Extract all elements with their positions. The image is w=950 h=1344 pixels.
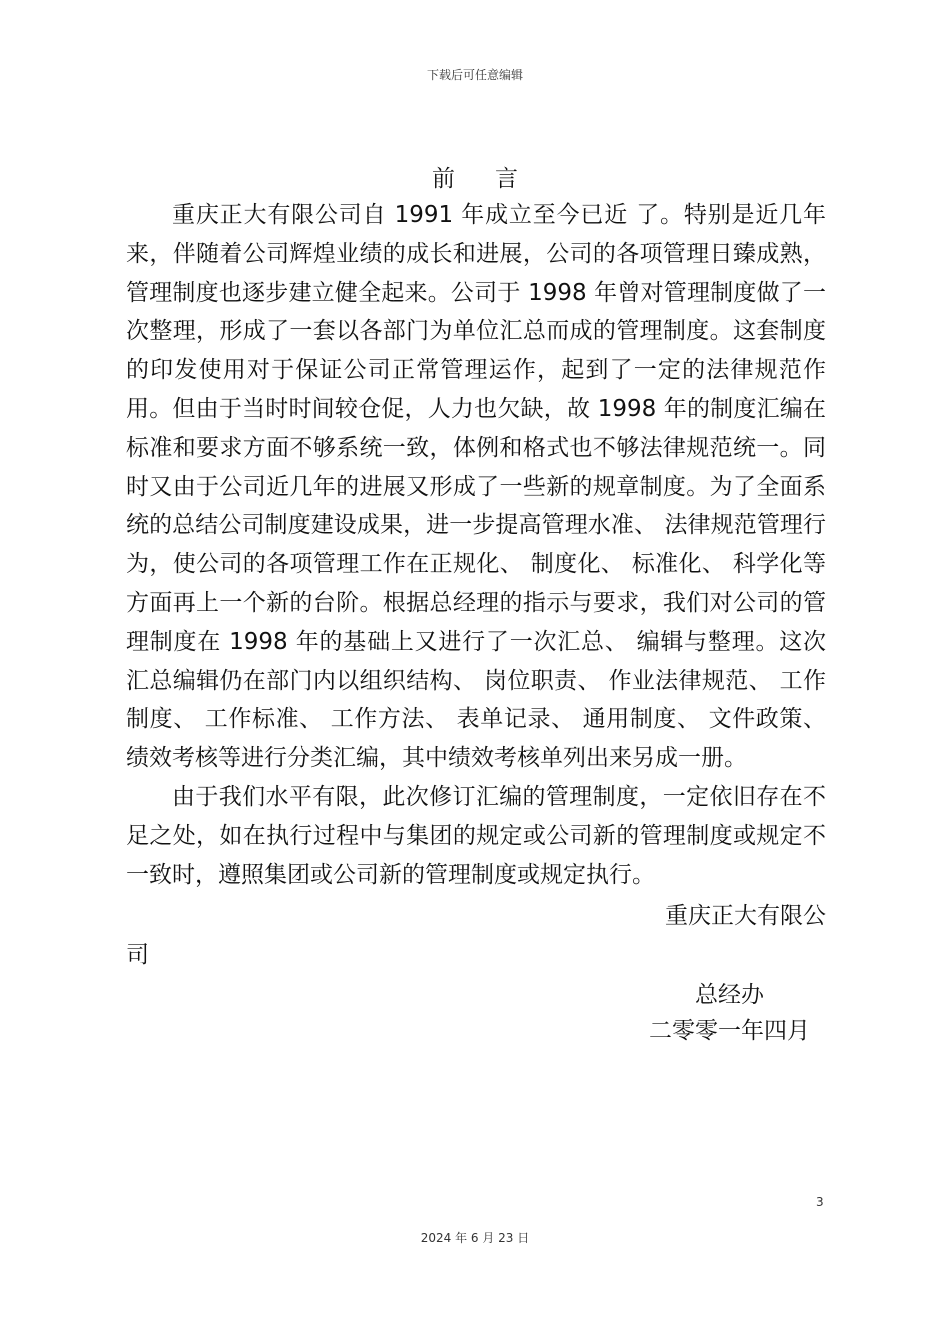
signature-company: 重庆正大有限公 bbox=[665, 903, 826, 929]
page-title: 前言 bbox=[432, 166, 558, 192]
paragraph-2: 由于我们水平有限，此次修订汇编的管理制度，一定依旧存在不足之处，如在执行过程中与集团的规定或公司新的管理制度或规定不一致时，遵照集团或公司新的管理制度或规定执行。 bbox=[126, 783, 826, 888]
page-number: 3 bbox=[816, 1195, 824, 1209]
signature-department: 总经办 bbox=[695, 982, 764, 1008]
signature-date: 二零零一年四月 bbox=[649, 1018, 810, 1044]
paragraph-1: 重庆正大有限公司自 1991 年成立至今已近 了。特别是近几年来，伴随着公司辉煌业绩的成长和进展，公司的各项管理日臻成熟，管理制度也逐步建立健全起来。公司于 1998 年曾对管理制度做了一次整理，形成了一套以各部门为单位汇总而成的管理制度。这套制度的印发使用对于保证公司正常管理运作，起到了一定的法律规范作用。但由于当时时间较仓促，人力也欠缺，故 1998 年的制度汇编在标准和要求方面不够系统一致，体例和格式也不够法律规范统一。同时又由于公司近几年的进展又形成了一些新的规章制度。为了全面系统的总结公司制度建设成果，进一步提高管理水准、 法律规范管理行为，使公司的各项管理工作在正规化、 制度化、 标准化、 科学化等方面再上一个新的台阶。根据总经理的指示与要求，我们对公司的管理制度在 1998 年的基础上又进行了一次汇总、 编辑与整理。这次汇总编辑仍在部门内以组织结构、 岗位职责、 作业法律规范、 工作制度、 工作标准、 工作方法、 表单记录、 通用制度、 文件政策、 绩效考核等进行分类汇编，其中绩效考核单列出来另成一册。 bbox=[126, 202, 826, 772]
footer-date: 2024 年 6 月 23 日 bbox=[420, 1231, 530, 1245]
document-body bbox=[126, 196, 826, 894]
signature-company-continued: 司 bbox=[126, 942, 149, 968]
header-note: 下载后可任意编辑 bbox=[426, 68, 523, 82]
